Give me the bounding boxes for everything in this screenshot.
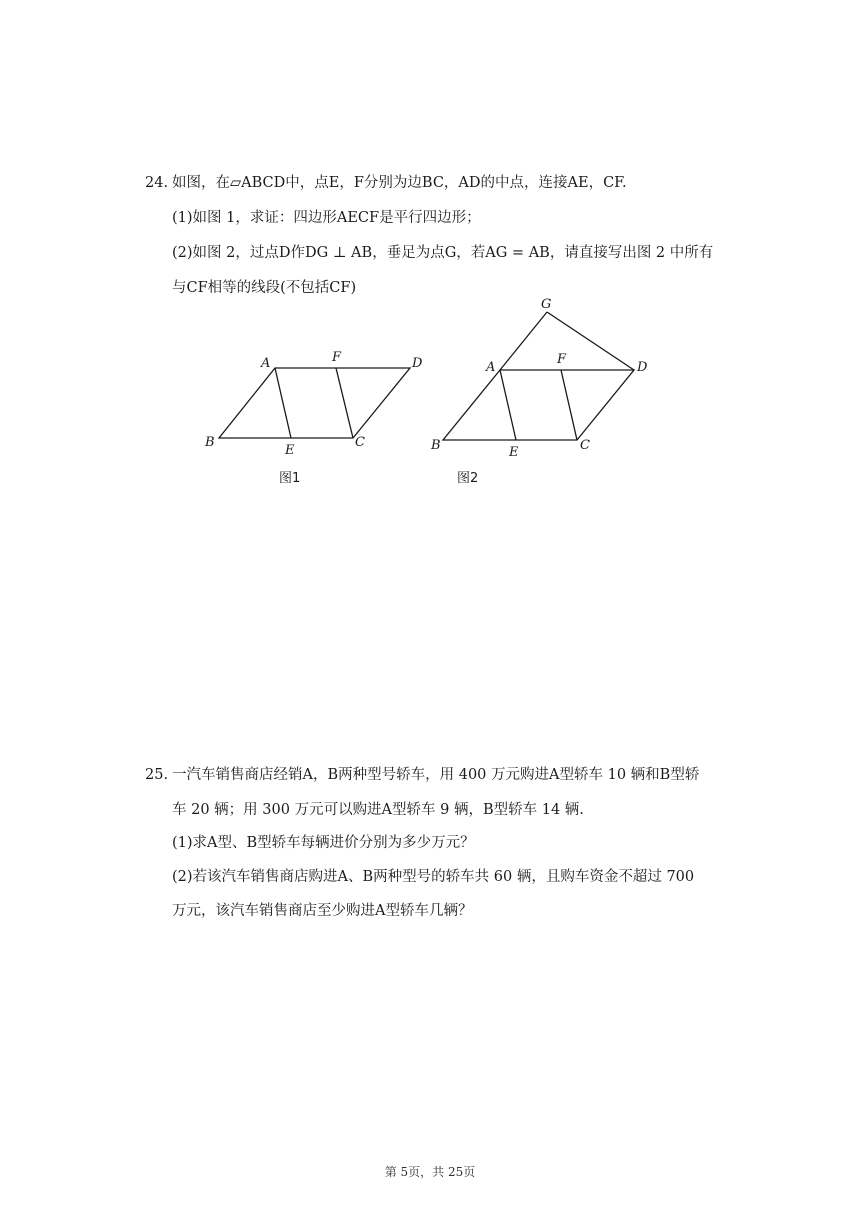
q24-figures: [195, 296, 675, 496]
fig2-label-C: C: [580, 438, 590, 453]
fig2-segment-AG: [500, 312, 547, 370]
fig1-caption: 图1: [279, 471, 301, 486]
q25-stem: 一汽车销售商店经销A，B两种型号轿车，用 400 万元购进A型轿车 10 辆和B型轿: [172, 767, 700, 783]
q25-line1: [145, 765, 699, 785]
q25-part1: (1)求A型、B型轿车每辆进价分别为多少万元？: [172, 835, 475, 851]
geometry-figures: [195, 296, 675, 496]
q24-part1: (1)如图 1，求证：四边形AECF是平行四边形；: [172, 210, 481, 226]
fig1-label-B: B: [205, 435, 215, 450]
fig2-segment-FC: [561, 370, 577, 440]
fig1-label-D: D: [412, 356, 423, 371]
fig2-segment-AE: [500, 370, 516, 440]
q25-part2: (2)若该汽车销售商店购进A、B两种型号的轿车共 60 辆，且购车资金不超过 700: [172, 869, 695, 885]
fig1-segment-FC: [336, 368, 353, 438]
q24-line1: [145, 173, 627, 193]
q24-stem: 如图，在▱ABCD中，点E，F分别为边BC，AD的中点，连接AE，CF.: [172, 175, 627, 191]
fig2-label-F: F: [557, 352, 567, 367]
q25-part2-cont: 万元，该汽车销售商店至少购进A型轿车几辆？: [172, 903, 473, 919]
q25-stem-cont: 车 20 辆；用 300 万元可以购进A型轿车 9 辆，B型轿车 14 辆.: [172, 802, 584, 818]
figure-1: [219, 368, 410, 438]
fig2-label-G: G: [541, 297, 552, 312]
fig2-caption: 图2: [457, 471, 479, 486]
q24-number: 24.: [145, 175, 169, 191]
q24-part2: (2)如图 2，过点D作DG ⊥ AB，垂足为点G，若AG = AB，请直接写出图 2 中所有: [172, 245, 714, 261]
fig2-label-A: A: [486, 360, 496, 375]
fig1-label-C: C: [355, 435, 365, 450]
q25-number: 25.: [145, 767, 169, 783]
q24-part2-cont: 与CF相等的线段(不包括CF): [172, 280, 357, 296]
fig1-segment-AE: [275, 368, 291, 438]
fig1-label-E: E: [285, 443, 295, 458]
fig2-label-D: D: [637, 360, 648, 375]
fig1-label-F: F: [332, 350, 342, 365]
fig2-parallelogram: [443, 370, 634, 440]
fig2-label-E: E: [509, 445, 519, 460]
figure-2: [443, 312, 634, 440]
fig2-label-B: B: [431, 438, 441, 453]
page-footer: 第 5页，共 25页: [384, 1165, 476, 1179]
fig1-label-A: A: [261, 356, 271, 371]
fig1-parallelogram: [219, 368, 410, 438]
